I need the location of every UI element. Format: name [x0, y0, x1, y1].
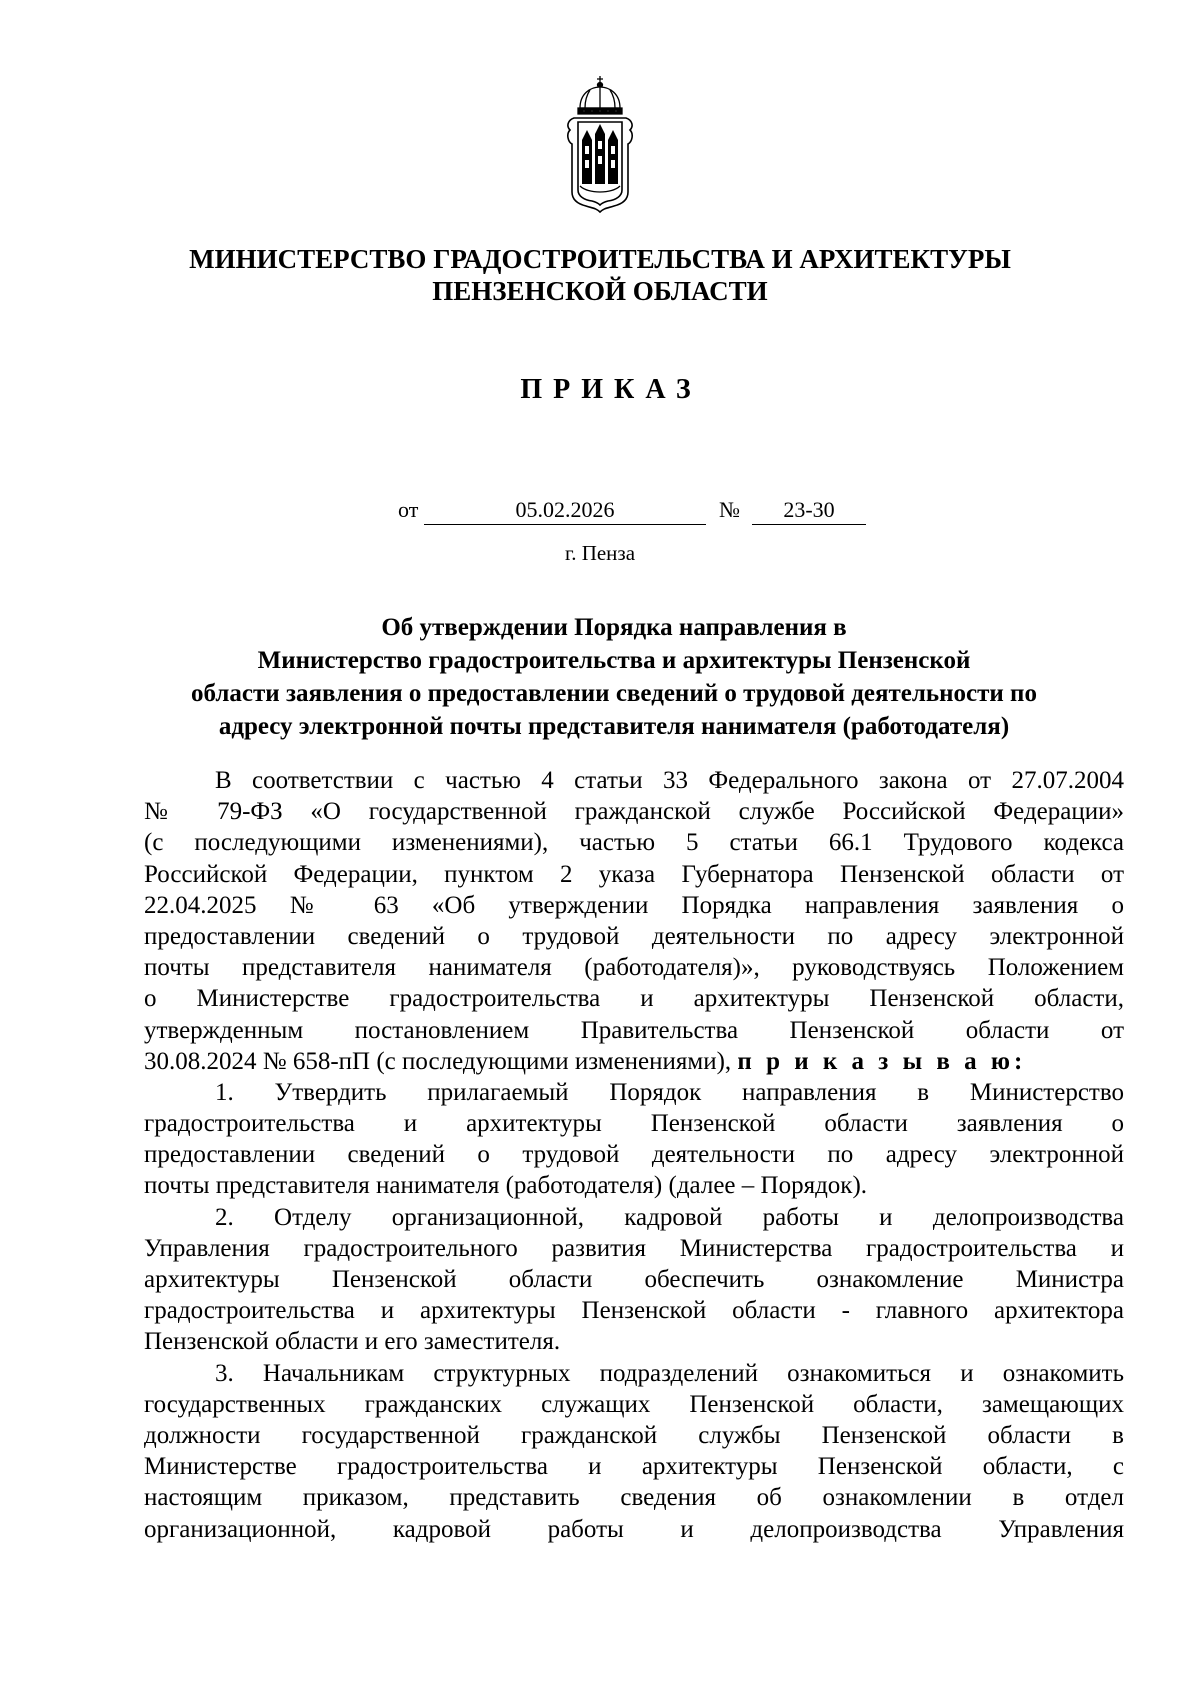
- ministry-name-line2: ПЕНЗЕНСКОЙ ОБЛАСТИ: [432, 276, 768, 306]
- document-date: 05.02.2026: [424, 497, 706, 525]
- number-label: №: [719, 497, 740, 522]
- item-2-line: 2. Отделу организационной, кадровой работы и делопроизводства: [215, 1203, 1124, 1231]
- preamble-line: утвержденным постановлением Правительства Пензенской области от: [144, 1016, 1124, 1044]
- item-3-line: организационной, кадровой работы и делопроизводства Управления: [144, 1515, 1124, 1543]
- document-type-title: ПРИКАЗ: [520, 374, 702, 405]
- item-1-line: 1. Утвердить прилагаемый Порядок направления в Министерство: [215, 1078, 1124, 1106]
- item-2-line: Управления градостроительного развития Министерства градостроительства и: [144, 1234, 1124, 1262]
- order-word: п р и к а з ы в а ю:: [737, 1047, 1027, 1075]
- ministry-name: [100, 243, 1100, 307]
- coat-of-arms-icon: [564, 74, 636, 214]
- preamble-line: о Министерстве градостроительства и архитектуры Пензенской области,: [144, 985, 1124, 1013]
- item-2-line: архитектуры Пензенской области обеспечить ознакомление Министра: [144, 1266, 1124, 1293]
- document-body: [144, 765, 1124, 1545]
- preamble-line: (с последующими изменениями), частью 5 статьи 66.1 Трудового кодекса: [144, 829, 1124, 857]
- subject-line: Об утверждении Порядка направления в: [381, 614, 847, 641]
- date-label: от: [398, 497, 419, 522]
- item-3-line: государственных гражданских служащих Пензенской области, замещающих: [144, 1390, 1124, 1418]
- item-3-line: Министерстве градостроительства и архитектуры Пензенской области, с: [144, 1453, 1124, 1481]
- requisites-line: [398, 497, 878, 527]
- item-1-line: градостроительства и архитектуры Пензенской области заявления о: [144, 1110, 1124, 1138]
- preamble-line: Российской Федерации, пунктом 2 указа Губернатора Пензенской области от: [144, 860, 1124, 888]
- document-subject: [144, 611, 1084, 743]
- preamble-last-line: [144, 1046, 1124, 1077]
- subject-line: Министерство градостроительства и архитектуры Пензенской: [257, 647, 971, 674]
- item-3-line: настоящим приказом, представить сведения об ознакомлении в отдел: [144, 1484, 1124, 1512]
- preamble-line: почты представителя нанимателя (работодателя)», руководствуясь Положением: [144, 954, 1124, 982]
- preamble-line: В соответствии с частью 4 статьи 33 Федерального закона от 27.07.2004: [215, 767, 1124, 794]
- preamble-line: 22.04.2025 № 63 «Об утверждении Порядка направления заявления о: [144, 891, 1124, 919]
- preamble-last-text: 30.08.2024 № 658-пП (с последующими изменениями),: [144, 1047, 732, 1075]
- preamble-line: № 79-ФЗ «О государственной гражданской службе Российской Федерации»: [144, 798, 1124, 826]
- subject-line: адресу электронной почты представителя нанимателя (работодателя): [218, 713, 1010, 740]
- item-3-line: должности государственной гражданской службы Пензенской области в: [144, 1421, 1124, 1449]
- subject-line: области заявления о предоставлении сведений о трудовой деятельности по: [191, 680, 1037, 707]
- item-1-line: предоставлении сведений о трудовой деятельности по адресу электронной: [144, 1141, 1124, 1169]
- item-3-line: 3. Начальникам структурных подразделений ознакомиться и ознакомить: [215, 1359, 1124, 1387]
- city: г. Пенза: [564, 541, 636, 565]
- ministry-name-line1: МИНИСТЕРСТВО ГРАДОСТРОИТЕЛЬСТВА И АРХИТЕКТУРЫ: [189, 244, 1011, 274]
- document-number: 23-30: [752, 497, 866, 525]
- item-1-line: почты представителя нанимателя (работодателя) (далее – Порядок).: [144, 1172, 868, 1200]
- preamble-line: предоставлении сведений о трудовой деятельности по адресу электронной: [144, 922, 1124, 950]
- item-2-line: Пензенской области и его заместителя.: [144, 1328, 561, 1356]
- item-2-line: градостроительства и архитектуры Пензенской области - главного архитектора: [144, 1297, 1124, 1325]
